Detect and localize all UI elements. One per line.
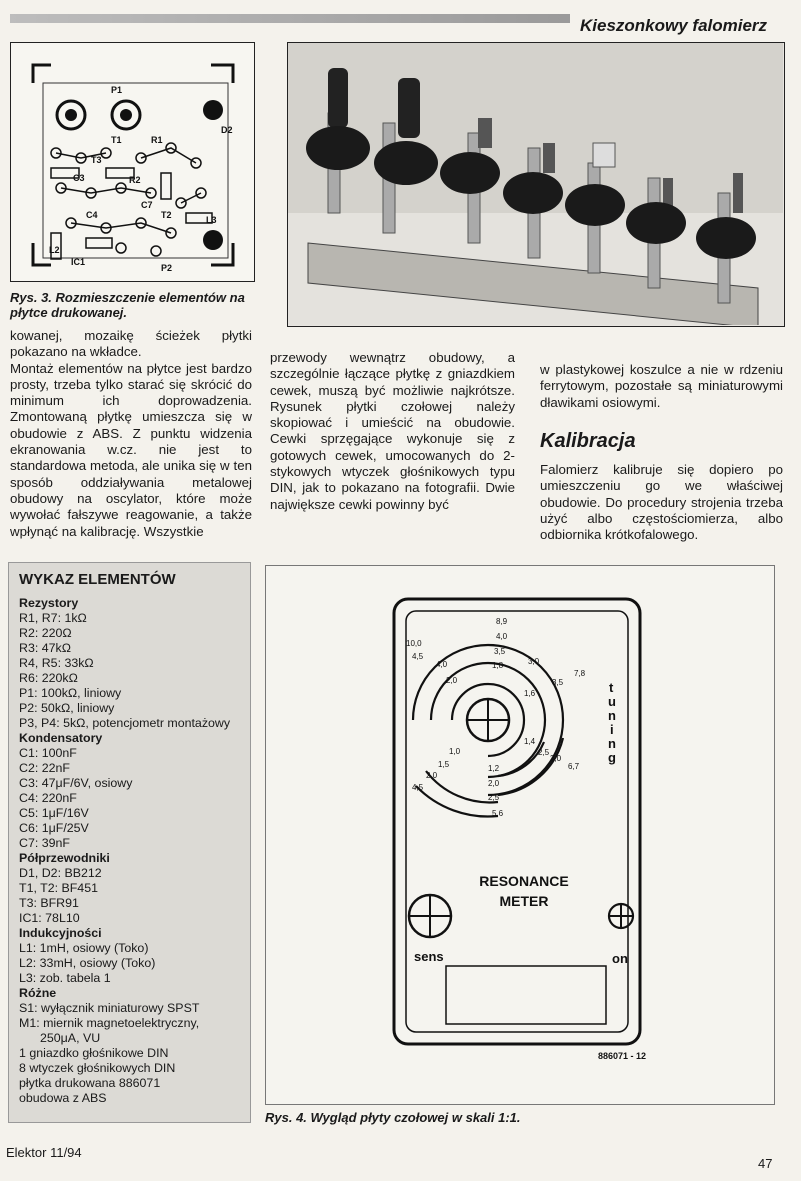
parts-item: R1, R7: 1kΩ bbox=[19, 611, 87, 625]
svg-text:L3: L3 bbox=[206, 215, 217, 225]
scale-label: 6,7 bbox=[568, 762, 580, 771]
scale-label: 3,0 bbox=[528, 657, 540, 666]
svg-text:R2: R2 bbox=[129, 175, 141, 185]
scale-label: 2,5 bbox=[488, 793, 500, 802]
parts-item: IC1: 78L10 bbox=[19, 911, 80, 925]
section-text: Falomierz kalibruje się dopiero po umieszczeniu go we właściwej obudowie. Do procedury strojenia trzeba użyć albo częstościomierza, albo odbiornika krótkofalowego. bbox=[540, 462, 783, 543]
parts-item: L2: 33mH, osiowy (Toko) bbox=[19, 956, 156, 970]
scale-label: 2,0 bbox=[446, 676, 458, 685]
svg-text:T2: T2 bbox=[161, 210, 172, 220]
scale-label: 2,0 bbox=[426, 771, 438, 780]
parts-item: M1: miernik magnetoelektryczny, bbox=[19, 1016, 200, 1030]
scale-label: 3,5 bbox=[552, 678, 564, 687]
svg-text:R1: R1 bbox=[151, 135, 163, 145]
svg-text:n: n bbox=[608, 708, 616, 723]
tuning-label bbox=[608, 680, 616, 765]
svg-text:i: i bbox=[610, 722, 614, 737]
scale-label: 5,6 bbox=[492, 809, 504, 818]
column3-text: w plastykowej koszulce a nie w rdzeniu ferrytowym, pozostałe są miniaturowymi dławikami osiowymi. bbox=[540, 362, 783, 410]
scale-label: 1,8 bbox=[492, 661, 504, 670]
parts-item: C5: 1μF/16V bbox=[19, 806, 89, 820]
parts-item: płytka drukowana 886071 bbox=[19, 1076, 161, 1090]
scale-label: 1,0 bbox=[449, 747, 461, 756]
parts-item: R4, R5: 33kΩ bbox=[19, 656, 94, 670]
scale-label: 4,5 bbox=[412, 783, 424, 792]
section-heading: Kalibracja bbox=[540, 430, 636, 452]
svg-text:n: n bbox=[608, 736, 616, 751]
coils-photo-image bbox=[288, 43, 783, 325]
parts-group-heading: Rezystory bbox=[19, 596, 79, 610]
parts-item: R3: 47kΩ bbox=[19, 641, 71, 655]
svg-text:g: g bbox=[608, 750, 616, 765]
parts-group-heading: Półprzewodniki bbox=[19, 851, 110, 865]
meter-title-2: METER bbox=[499, 893, 549, 909]
parts-group-heading: Kondensatory bbox=[19, 731, 103, 745]
scale-label: 8,9 bbox=[496, 617, 508, 626]
svg-text:C7: C7 bbox=[141, 200, 153, 210]
parts-group-heading: Różne bbox=[19, 986, 57, 1000]
footer-issue: Elektor 11/94 bbox=[6, 1145, 82, 1160]
running-title: Kieszonkowy falomierz bbox=[580, 16, 768, 35]
scale-label: 3,0 bbox=[550, 754, 562, 763]
board-code: 886071 - 12 bbox=[598, 1051, 647, 1061]
parts-item: C7: 39nF bbox=[19, 836, 70, 850]
column1-text bbox=[10, 328, 252, 540]
parts-group-heading: Indukcyjności bbox=[19, 926, 102, 940]
page-number: 47 bbox=[758, 1156, 773, 1171]
parts-item: L3: zob. tabela 1 bbox=[19, 971, 111, 985]
parts-item: 250μA, VU bbox=[40, 1031, 101, 1045]
header-rule bbox=[10, 14, 570, 23]
parts-item: T3: BFR91 bbox=[19, 896, 79, 910]
parts-item: P1: 100kΩ, liniowy bbox=[19, 686, 122, 700]
figure4-caption: Rys. 4. Wygląd płyty czołowej w skali 1:1. bbox=[265, 1110, 521, 1125]
paragraph: kowanej, mozaikę ścieżek płytki pokazano na wkładce. bbox=[10, 328, 252, 360]
svg-text:D2: D2 bbox=[221, 125, 233, 135]
coils-photo bbox=[287, 42, 785, 327]
parts-item: S1: wyłącznik miniaturowy SPST bbox=[19, 1001, 200, 1015]
parts-item: L1: 1mH, osiowy (Toko) bbox=[19, 941, 149, 955]
parts-item: D1, D2: BB212 bbox=[19, 866, 102, 880]
scale-label: 7,8 bbox=[574, 669, 586, 678]
parts-item: P3, P4: 5kΩ, potencjometr montażowy bbox=[19, 716, 231, 730]
scale-label: 1,2 bbox=[488, 764, 500, 773]
svg-text:C3: C3 bbox=[73, 173, 85, 183]
svg-text:T1: T1 bbox=[111, 135, 122, 145]
svg-text:IC1: IC1 bbox=[71, 257, 86, 267]
sens-label: sens bbox=[414, 949, 444, 964]
svg-text:u: u bbox=[608, 694, 616, 709]
parts-item: C2: 22nF bbox=[19, 761, 70, 775]
scale-label: 10,0 bbox=[406, 639, 422, 648]
on-label: on bbox=[612, 951, 628, 966]
parts-item: C6: 1μF/25V bbox=[19, 821, 89, 835]
parts-item: T1, T2: BF451 bbox=[19, 881, 98, 895]
svg-text:T3: T3 bbox=[91, 155, 102, 165]
parts-item: R6: 220kΩ bbox=[19, 671, 78, 685]
parts-list-title: WYKAZ ELEMENTÓW bbox=[19, 571, 176, 588]
paragraph: Montaż elementów na płytce jest bardzo prosty, trzeba tylko starać się skrócić do minimum ich doprowadzenia. Zmontowaną płytkę umieszcza się w obudowie z ABS. Z punktu widzenia ekranowania w.cz. nie jest to standardowa metoda, ale unika się w ten sposób oddziaływania metalowej obudowy na oscylator, które może wywołać fałszywe reagowanie, a także wpłynąć na kalibrację. Wszystkie bbox=[10, 360, 252, 539]
parts-item: C4: 220nF bbox=[19, 791, 77, 805]
figure3-caption: Rys. 3. Rozmieszczenie elementów na płytce drukowanej. bbox=[10, 290, 245, 320]
meter-title-1: RESONANCE bbox=[479, 873, 569, 889]
column2-text: przewody wewnątrz obudowy, a szczególnie łączące płytkę z gniazdkiem cewek, muszą być możliwie najkrótsze. Rysunek płytki czołowej należy skopiować i umieścić na obudowie. Cewki sprzęgające wykonuje się z gotowych cewek, umocowanych do 2-stykowych wtyczek głośnikowych typu DIN, jak to pokazano na fotografii. Dwie największe cewki powinny być bbox=[270, 350, 515, 512]
scale-label: 1,4 bbox=[524, 737, 536, 746]
parts-item: C3: 47μF/6V, osiowy bbox=[19, 776, 133, 790]
parts-item: obudowa z ABS bbox=[19, 1091, 107, 1105]
front-panel-figure bbox=[265, 565, 775, 1105]
parts-item: 8 wtyczek głośnikowych DIN bbox=[19, 1061, 176, 1075]
svg-text:C4: C4 bbox=[86, 210, 98, 220]
svg-text:P1: P1 bbox=[111, 85, 123, 95]
scale-label: 1,5 bbox=[438, 760, 450, 769]
scale-label: 4,0 bbox=[496, 632, 508, 641]
scale-label: 1,6 bbox=[524, 689, 536, 698]
scale-labels bbox=[406, 617, 586, 818]
pcb-layout-drawing bbox=[11, 43, 253, 280]
scale-label: 2,5 bbox=[538, 748, 550, 757]
parts-item: R2: 220Ω bbox=[19, 626, 72, 640]
parts-item: C1: 100nF bbox=[19, 746, 77, 760]
scale-label: 3,5 bbox=[494, 647, 506, 656]
svg-text:L2: L2 bbox=[49, 245, 60, 255]
svg-text:P2: P2 bbox=[161, 263, 173, 273]
front-panel-drawing bbox=[266, 566, 774, 1104]
parts-item: P2: 50kΩ, liniowy bbox=[19, 701, 115, 715]
scale-label: 4,5 bbox=[412, 652, 424, 661]
pcb-figure bbox=[10, 42, 255, 282]
parts-list-box bbox=[8, 562, 251, 1123]
scale-label: 4,0 bbox=[436, 660, 448, 669]
scale-label: 2,0 bbox=[488, 779, 500, 788]
parts-item: 1 gniazdko głośnikowe DIN bbox=[19, 1046, 169, 1060]
svg-text:t: t bbox=[609, 680, 614, 695]
